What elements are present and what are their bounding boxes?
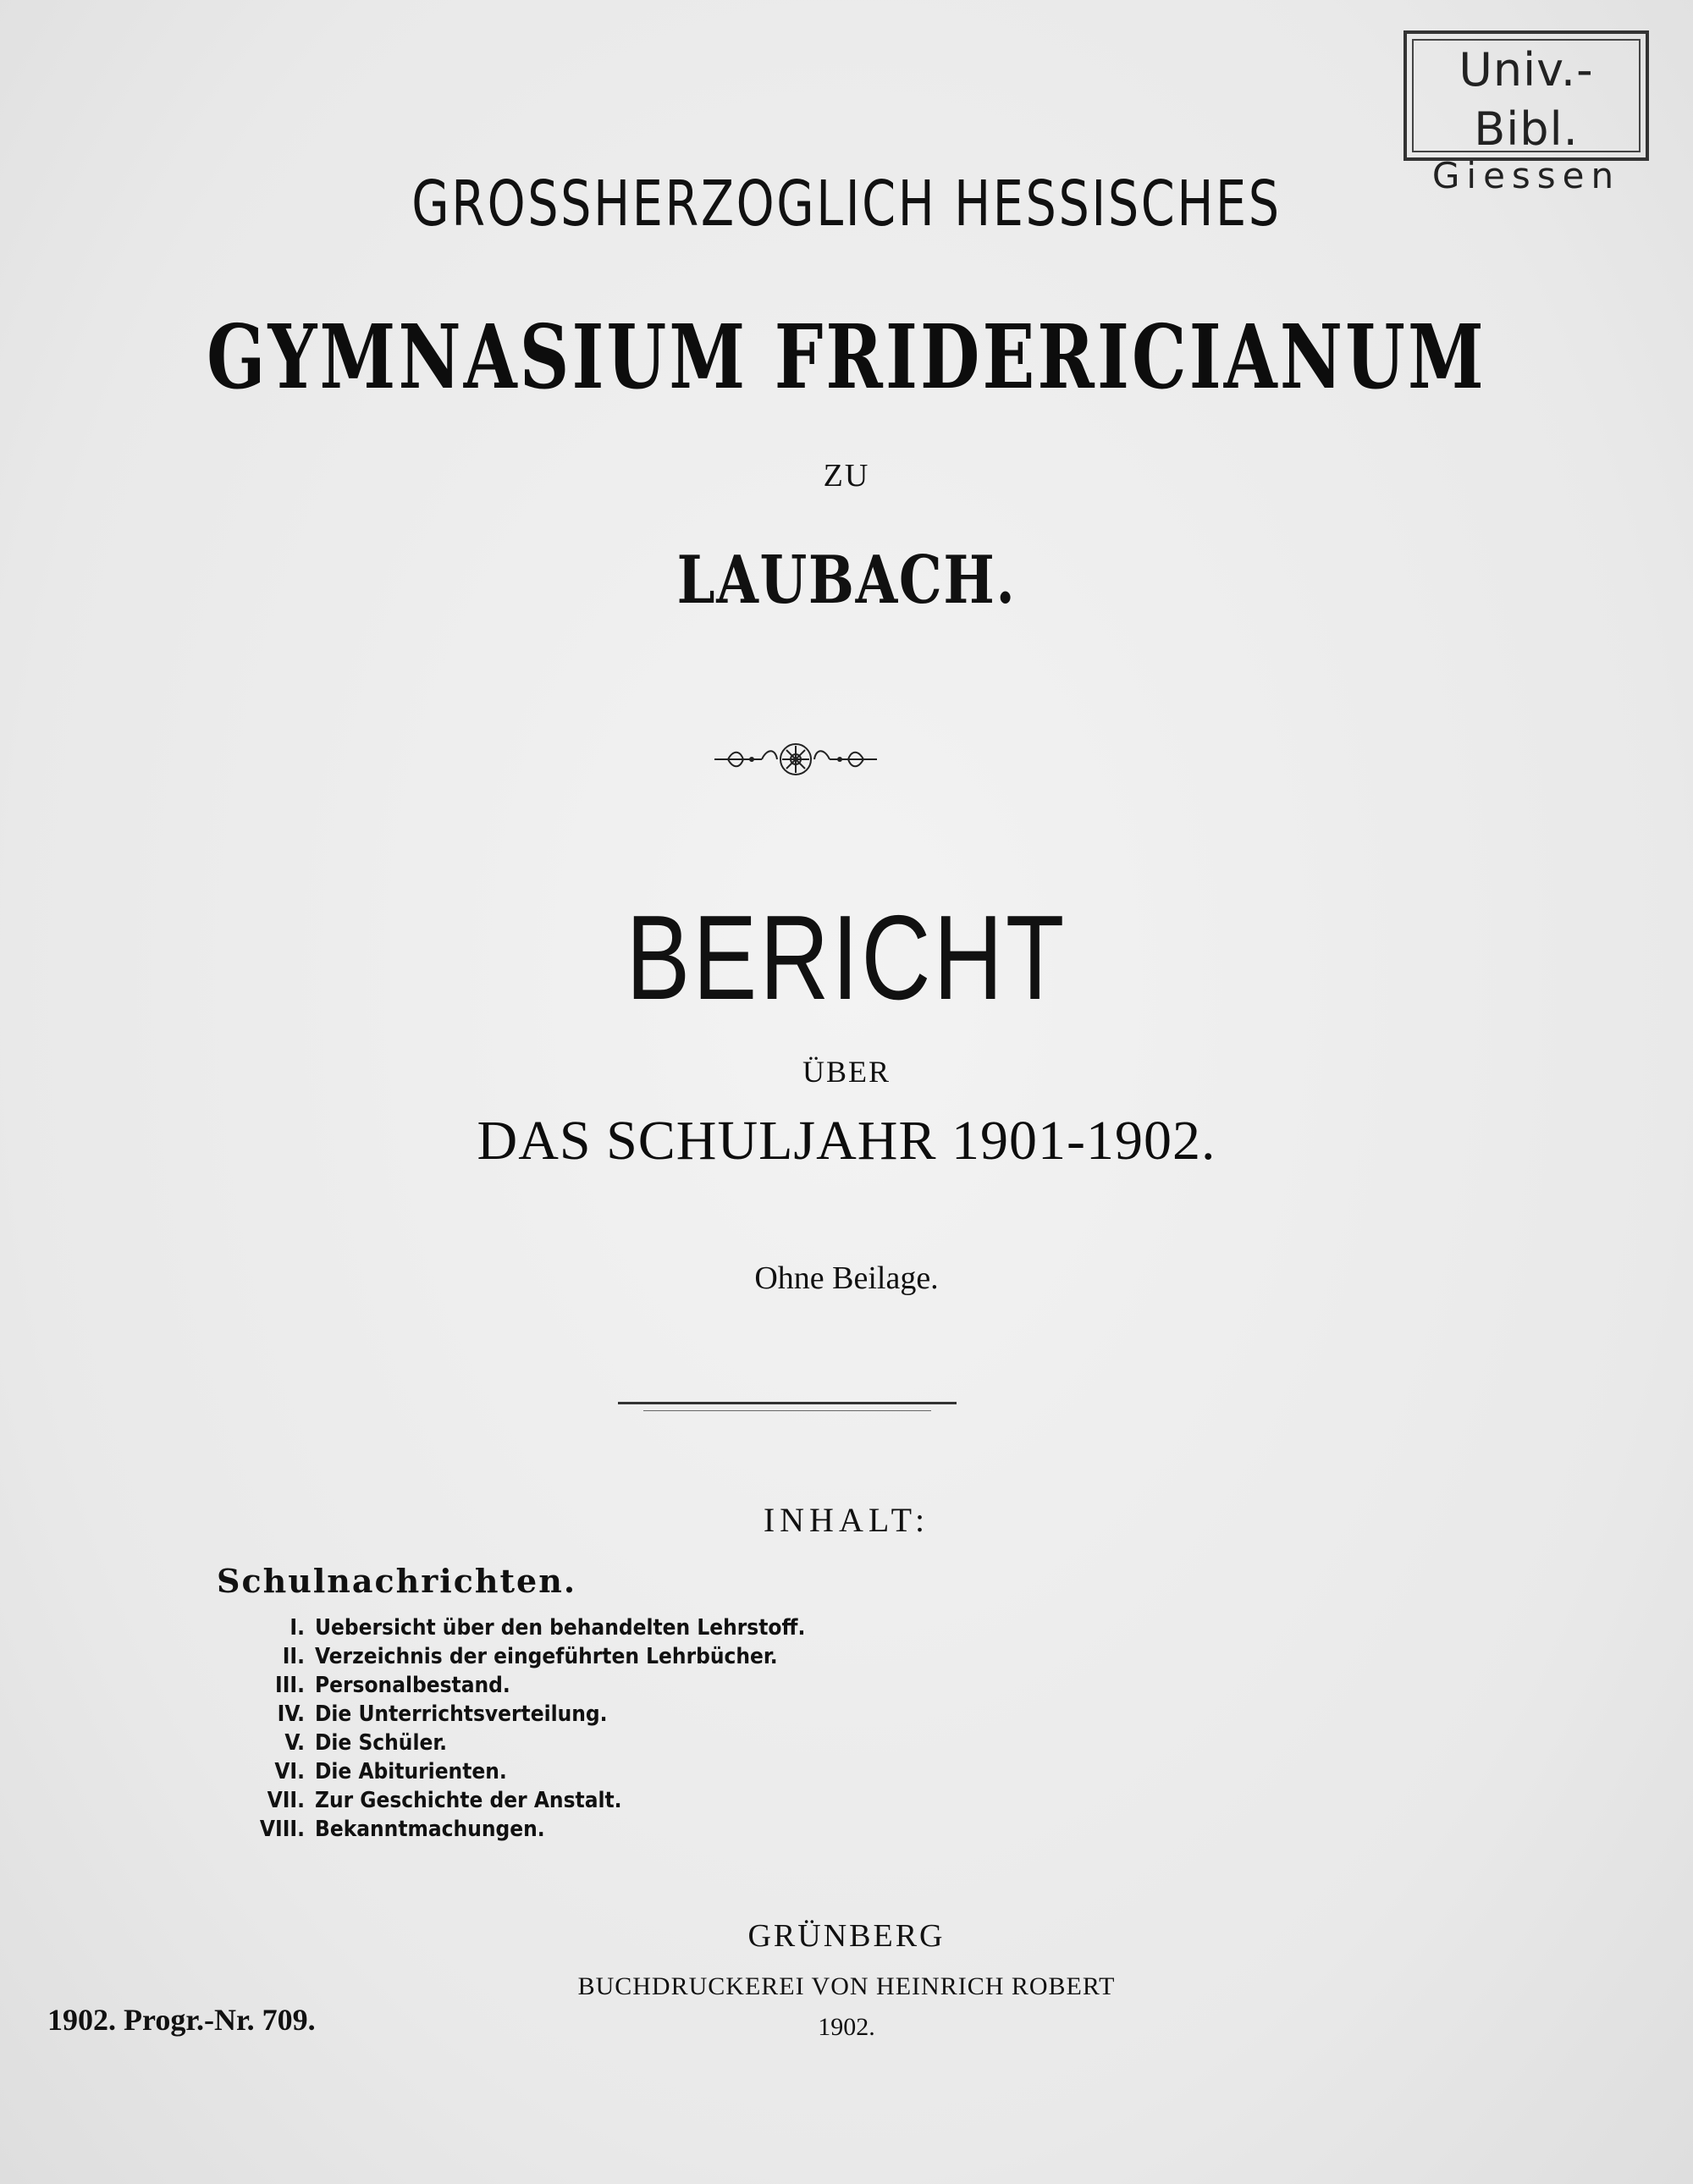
program-number: 1902. Progr.-Nr. 709. <box>47 2003 316 2037</box>
report-title: BERICHT <box>626 891 1067 1025</box>
contents-item <box>245 1700 805 1729</box>
contents-item-label: Die Abiturienten. <box>315 1759 507 1784</box>
contents-item-number: IV. <box>277 1701 305 1727</box>
ornament-divider-icon <box>711 738 880 780</box>
imprint-city: GRÜNBERG <box>747 1918 946 1954</box>
contents-item <box>245 1729 805 1757</box>
title-line-1: GROSSHERZOGLICH HESSISCHES <box>411 168 1282 240</box>
library-stamp <box>1403 30 1649 196</box>
contents-item-number: VII. <box>267 1788 305 1813</box>
report-preposition: ÜBER <box>802 1055 891 1089</box>
contents-list <box>245 1613 805 1844</box>
contents-item-label: Uebersicht über den behandelten Lehrstoff. <box>315 1615 806 1641</box>
contents-item-number: V. <box>284 1730 305 1756</box>
contents-item-label: Zur Geschichte der Anstalt. <box>315 1788 622 1813</box>
contents-item-number: I. <box>290 1615 305 1641</box>
town-name: LAUBACH. <box>676 542 1017 619</box>
contents-item-label: Bekanntmachungen. <box>315 1817 545 1842</box>
stamp-line-2: Giessen <box>1431 155 1621 196</box>
contents-item <box>245 1757 805 1786</box>
school-year: DAS SCHULJAHR 1901-1902. <box>477 1110 1216 1172</box>
imprint-printer: BUCHDRUCKEREI VON HEINRICH ROBERT <box>577 1972 1116 2000</box>
contents-item <box>245 1642 805 1671</box>
contents-item-label: Verzeichnis der eingeführten Lehrbücher. <box>315 1644 778 1669</box>
imprint-year: 1902. <box>818 2013 875 2041</box>
contents-item-number: VIII. <box>259 1817 305 1842</box>
stamp-line-1: Univ.-Bibl. <box>1459 43 1594 156</box>
contents-item-number: III. <box>275 1673 305 1698</box>
contents-item-label: Die Schüler. <box>315 1730 448 1756</box>
supplement-note: Ohne Beilage. <box>754 1260 939 1296</box>
contents-item <box>245 1815 805 1844</box>
contents-section-title: Schulnachrichten. <box>217 1562 577 1600</box>
contents-item <box>245 1671 805 1700</box>
contents-item-label: Personalbestand. <box>315 1673 510 1698</box>
contents-item-number: VI. <box>274 1759 305 1784</box>
contents-item <box>245 1786 805 1815</box>
title-preposition: ZU <box>823 458 870 494</box>
contents-item-number: II. <box>282 1644 305 1669</box>
contents-item-label: Die Unterrichtsverteilung. <box>315 1701 608 1727</box>
divider-rule <box>618 1402 957 1404</box>
divider-rule-thin <box>643 1410 931 1411</box>
contents-item <box>245 1613 805 1642</box>
contents-heading: INHALT: <box>763 1501 930 1539</box>
school-name: GYMNASIUM FRIDERICIANUM <box>207 305 1486 409</box>
